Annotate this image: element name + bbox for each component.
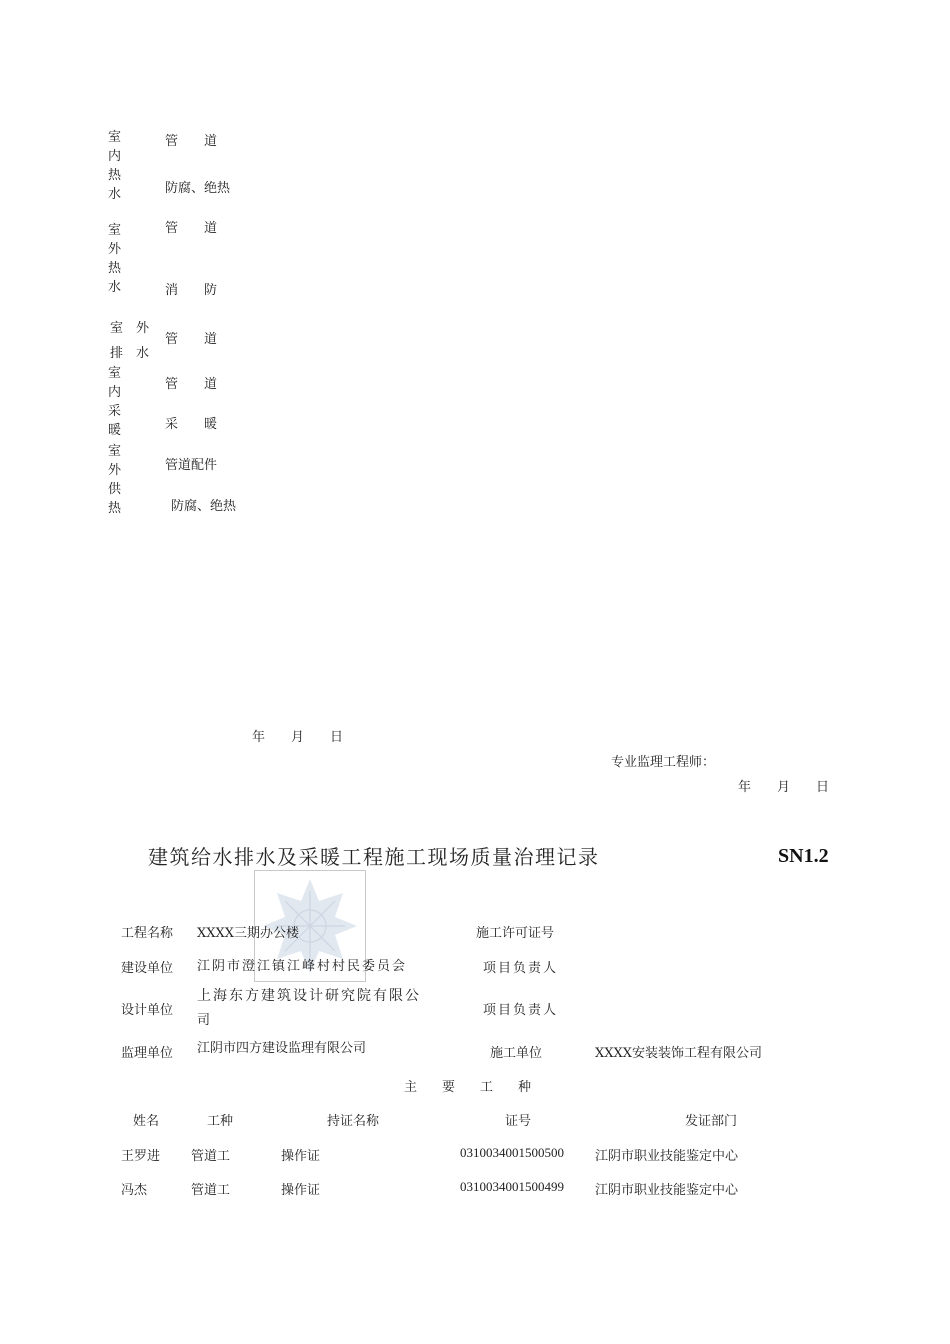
builder-value: 江阴市澄江镇江峰村村民委员会 xyxy=(197,959,408,974)
document-title: 建筑给水排水及采暖工程施工现场质量治理记录 xyxy=(148,845,600,869)
item-pipe: 管 道 xyxy=(165,134,218,149)
category-label-outdoor-drainage-line2: 排 水 xyxy=(110,346,150,361)
category-label-outdoor-drainage-line1: 室 外 xyxy=(110,321,150,336)
designer-value-line1: 上海东方建筑设计研究院有限公 xyxy=(197,988,421,1004)
table-row-1-number: 0310034001500500 xyxy=(460,1145,564,1160)
builder-label: 建设单位 xyxy=(121,961,174,976)
table-row-2-name: 冯杰 xyxy=(121,1183,148,1198)
table-row-2-certificate: 操作证 xyxy=(281,1183,321,1198)
item-pipe-fittings: 管道配件 xyxy=(165,458,218,473)
category-label-indoor-hot-water: 室内热水 xyxy=(108,130,122,202)
project-name-label: 工程名称 xyxy=(121,926,174,941)
table-row-2-issuer: 江阴市职业技能鉴定中心 xyxy=(595,1183,739,1198)
table-row-2-trade: 管道工 xyxy=(191,1183,231,1198)
category-label-outdoor-heating: 室外供热 xyxy=(108,444,122,516)
designer-label: 设计单位 xyxy=(121,1003,174,1018)
contractor-label: 施工单位 xyxy=(490,1046,543,1061)
table-row-1-trade: 管道工 xyxy=(191,1149,231,1164)
item-pipe: 管 道 xyxy=(165,221,218,236)
contractor-value: XXXX安装装饰工程有限公司 xyxy=(595,1046,763,1061)
item-pipe: 管 道 xyxy=(165,332,218,347)
table-header-issuer: 发证部门 xyxy=(685,1114,738,1129)
designer-value-line2: 司 xyxy=(197,1013,211,1028)
table-row-1-certificate: 操作证 xyxy=(281,1149,321,1164)
item-heating: 采 暖 xyxy=(165,417,218,432)
category-label-outdoor-hot-water: 室外热水 xyxy=(108,223,122,295)
project-manager-label-2: 项目负责人 xyxy=(483,1003,559,1018)
project-manager-label-1: 项目负责人 xyxy=(483,961,559,976)
document-code: SN1.2 xyxy=(778,845,829,867)
item-anticorrosion: 防腐、绝热 xyxy=(165,181,231,196)
supervisor-engineer-label: 专业监理工程师： xyxy=(611,755,716,770)
workers-heading: 主 要 工 种 xyxy=(404,1080,538,1095)
permit-number-label: 施工许可证号 xyxy=(476,926,555,941)
item-fire: 消 防 xyxy=(165,283,218,298)
table-row-2-number: 0310034001500499 xyxy=(460,1179,564,1194)
date-left: 年 月 日 xyxy=(252,730,344,745)
supervisor-unit-label: 监理单位 xyxy=(121,1046,174,1061)
supervisor-unit-value: 江阴市四方建设监理有限公司 xyxy=(197,1041,367,1056)
table-header-certificate-number: 证号 xyxy=(505,1114,532,1129)
table-row-1-issuer: 江阴市职业技能鉴定中心 xyxy=(595,1149,739,1164)
table-row-1-name: 王罗进 xyxy=(121,1149,161,1164)
category-label-indoor-heating: 室内采暖 xyxy=(108,366,122,438)
item-pipe: 管 道 xyxy=(165,377,218,392)
table-header-name: 姓名 xyxy=(133,1114,160,1129)
project-name-value: XXXX三期办公楼 xyxy=(197,926,300,941)
item-anticorrosion: 防腐、绝热 xyxy=(171,499,237,514)
date-right: 年 月 日 xyxy=(738,780,830,795)
table-header-certificate-name: 持证名称 xyxy=(327,1114,380,1129)
table-header-trade: 工种 xyxy=(207,1114,234,1129)
